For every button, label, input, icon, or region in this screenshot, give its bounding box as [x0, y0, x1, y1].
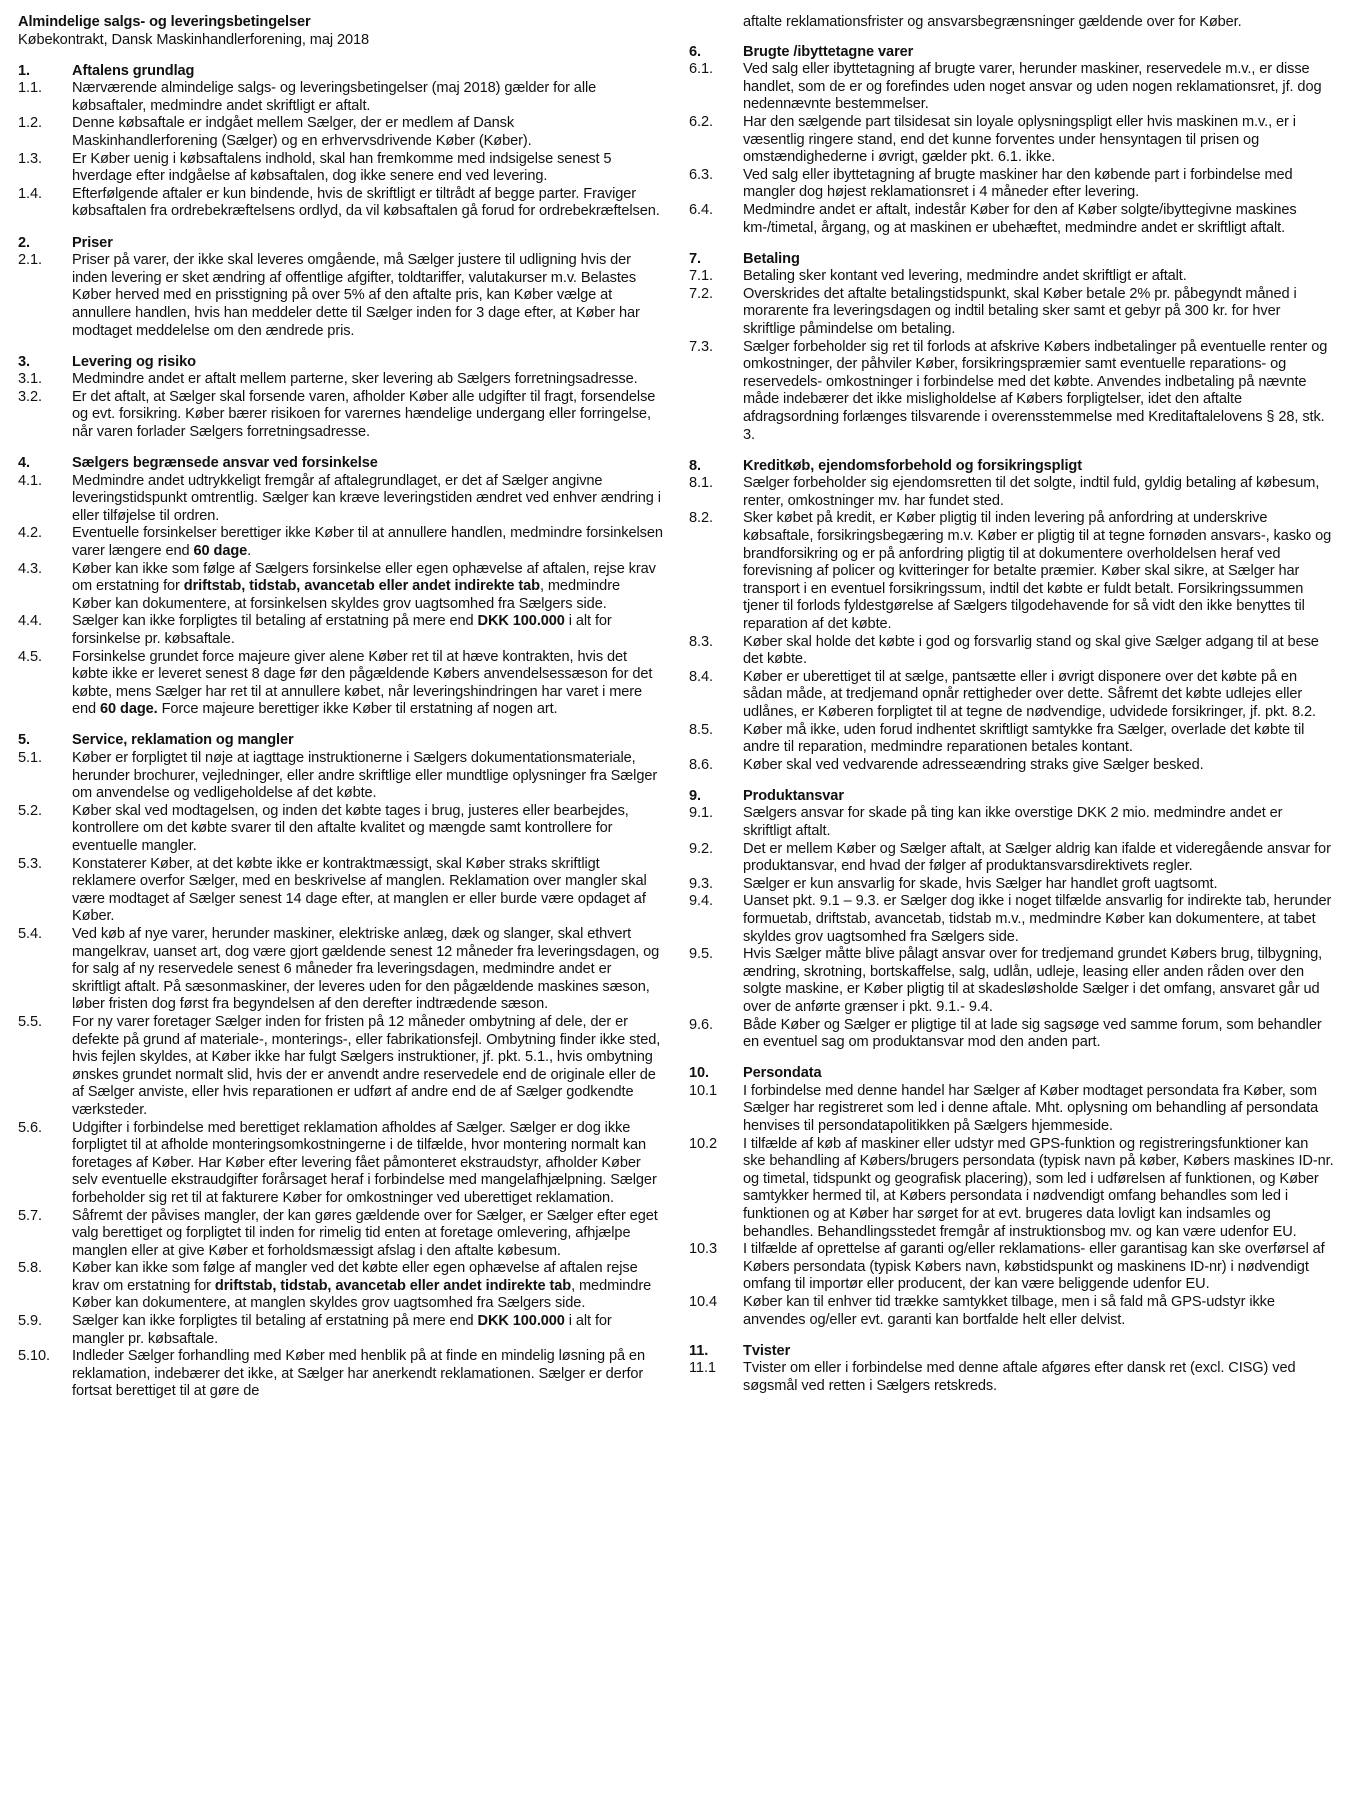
clause-emphasis: driftstab, tidstab, avancetab eller andet indirekte tab: [183, 578, 540, 595]
left-column: [18, 14, 663, 1401]
clause-text: [72, 80, 663, 115]
section-1: [18, 63, 663, 221]
clause-number: 5.3.: [18, 855, 42, 872]
clause-number: 3.2.: [18, 388, 42, 405]
clause-6-3: [689, 167, 1334, 202]
clause-text: [72, 1260, 663, 1313]
section-heading: [689, 458, 1334, 476]
clause-number: 5.10.: [18, 1348, 50, 1365]
clause-text: [72, 856, 663, 926]
clause-text-part: I forbindelse med denne handel har Sælger af Køber modtaget persondata fra Køber, som Sælger har registreret som led i denne aftale. Mht. oplysning om behandling af persondata henvises til persondatapolitikken på Sælgers hjemmeside.: [743, 1082, 1319, 1135]
section-title: Priser: [72, 234, 113, 251]
section-5: [18, 732, 663, 1401]
clause-text: [743, 946, 1334, 1016]
clause-text: [743, 1017, 1334, 1052]
section-heading: [689, 1065, 1334, 1083]
clause-text-part: Sælger forbeholder sig ejendomsretten til det solgte, indtil fuld, gyldig betaling af købesum, renter, omkostninger mv. har fundet sted.: [743, 475, 1320, 509]
clause-text: [72, 389, 663, 442]
clause-text: [72, 649, 663, 719]
clause-number: 4.1.: [18, 472, 42, 489]
section-title: Kreditkøb, ejendomsforbehold og forsikringspligt: [743, 457, 1082, 474]
section-2: [18, 235, 663, 341]
clause-number: 9.3.: [689, 875, 713, 892]
clause-text-part: Sælger kan ikke forpligtes til betaling af erstatning på mere end: [72, 613, 478, 630]
clause-number: 1.2.: [18, 115, 42, 132]
clause-text-part: Eventuelle forsinkelser berettiger ikke Køber til at annullere handlen, medmindre forsinkelsen varer længere end: [72, 525, 663, 560]
section-title: Service, reklamation og mangler: [72, 732, 294, 749]
clause-7-1: [689, 268, 1334, 286]
clause-text: [743, 202, 1334, 237]
clause-8-6: [689, 757, 1334, 775]
clause-number: 6.1.: [689, 61, 713, 78]
clause-text: [743, 1083, 1334, 1136]
clause-text-part: Køber kan ikke som følge af Sælgers forsinkelse eller egen ophævelse af aftalen, rejse krav om erstatning for: [72, 560, 656, 595]
clause-text-tail: i alt for mangler pr. købsaftale.: [72, 1313, 612, 1347]
clause-number: 6.3.: [689, 166, 713, 183]
clause-text-part: Det er mellem Køber og Sælger aftalt, at Sælger aldrig kan ifalde et videregående ansvar for produktansvar, end hvad der følger af produktansvarsdirektivets regler.: [743, 840, 1331, 875]
clause-emphasis: driftstab, tidstab, avancetab eller andet indirekte tab: [214, 1277, 572, 1294]
clause-9-5: [689, 946, 1334, 1016]
document-title: Almindelige salgs- og leveringsbetingelser: [18, 14, 311, 30]
clause-text-part: Denne købsaftale er indgået mellem Sælger, der er medlem af Dansk Maskinhandlerforening (Sælger) og en erhvervsdrivende Køber (Køber).: [72, 115, 532, 150]
clause-number: 9.6.: [689, 1016, 713, 1033]
clause-text: [72, 151, 663, 186]
section-number: 10.: [689, 1065, 709, 1082]
clause-text: [72, 561, 663, 614]
clause-4-5: [18, 649, 663, 719]
clause-1-2: [18, 115, 663, 150]
clause-number: 7.2.: [689, 285, 713, 302]
clause-number: 7.1.: [689, 268, 713, 285]
section-title: Betaling: [743, 250, 800, 267]
clause-number: 2.1.: [18, 252, 42, 269]
clause-text: [743, 1294, 1334, 1329]
clause-text-part: Køber skal ved vedvarende adresseændring straks give Sælger besked.: [743, 756, 1204, 773]
clause-text-part: Køber er forpligtet til nøje at iagttage instruktionerne i Sælgers dokumentationsmateriale, herunder brochurer, vejledninger, eller andre skriftlige eller mundtlige oplysninger fra Sælger om anvendelse og vedligeholdelse af det købte.: [72, 750, 658, 802]
clause-text: [743, 475, 1334, 510]
section-3: [18, 354, 663, 442]
clause-number: 4.2.: [18, 525, 42, 542]
clause-5-10: [18, 1348, 663, 1401]
clause-6-1: [689, 61, 1334, 114]
clause-text-part: I tilfælde af oprettelse af garanti og/eller reklamations- eller garantisag kan ske overførsel af Købers persondata (typisk Købers navn, købstidspunkt og maskinens ID-nr) i nødvendigt omfang til importør eller producent, der kan være beliggende udenfor EU.: [743, 1241, 1325, 1293]
clause-text: [72, 1120, 663, 1208]
clause-text: [743, 669, 1334, 722]
clause-5-4: [18, 926, 663, 1014]
clause-5-2: [18, 803, 663, 856]
clause-text: [72, 525, 663, 560]
clause-3-1: [18, 371, 663, 389]
clause-number: 6.4.: [689, 201, 713, 218]
clause-text: [72, 473, 663, 526]
clause-text: [72, 926, 663, 1014]
clause-5-3: [18, 856, 663, 926]
clause-number: 1.1.: [18, 80, 42, 97]
section-heading: [18, 235, 663, 253]
clause-text: [72, 1348, 663, 1401]
clause-emphasis: 60 dage.: [100, 701, 158, 718]
clause-text-tail: .: [247, 543, 252, 560]
section-title: Sælgers begrænsede ansvar ved forsinkelse: [72, 455, 378, 472]
clause-text-part: Køber kan til enhver tid trække samtykket tilbage, men i så fald må GPS-udstyr ikke anvendes og/eller evt. garanti kan bortfalde helt eller delvist.: [743, 1293, 1275, 1328]
clause-number: 5.7.: [18, 1207, 42, 1224]
clause-text-part: For ny varer foretager Sælger inden for fristen på 12 måneder ombytning af dele, der er defekte på grund af materiale-, monterings-, eller fabrikationsfejl. Ombytning finder ikke sted, hvis fejlen skyldes, at Køber ikke har fulgt Sælgers instruktioner, jf. pkt. 5.1., hvis ombytning ønskes grundet normalt slid, hvis der er anvendt andre reservedele end de originale eller de af Sælger anviste, eller hvis reparationen er udført af andre end de af Sælger godkendte værksteder.: [72, 1013, 661, 1118]
clause-8-4: [689, 669, 1334, 722]
clause-text-part: Indleder Sælger forhandling med Køber med henblik på at finde en mindelig løsning på en reklamation, indebærer det ikke, at Sælger har anerkendt reklamationen. Sælger er derfor fortsat berettiget til at gøre de: [72, 1348, 645, 1400]
clause-text: [743, 286, 1334, 339]
section-heading: [689, 788, 1334, 806]
clause-text-part: Ved køb af nye varer, herunder maskiner, elektriske anlæg, dæk og slanger, skal ethvert mangelkrav, uanset art, dog være gjort gældende senest 12 måneder fra leveringsdagen, og for salg af ny reservedele senest 6 måneder fra leveringsdagen, medmindre andet er skriftligt aftalt. På sæsonmaskiner, der leveres uden for den pågældende maskines sæson, løber fristen dog først fra begyndelsen af den derefter indtrædende sæson.: [72, 926, 660, 1013]
clause-7-3: [689, 339, 1334, 445]
clause-text-part: Nærværende almindelige salgs- og leveringsbetingelser (maj 2018) gælder for alle købsaftaler, medmindre andet skriftligt er aftalt.: [72, 80, 597, 114]
clause-5-9: [18, 1313, 663, 1348]
clause-number: 4.5.: [18, 648, 42, 665]
section-title: Persondata: [743, 1065, 822, 1082]
clause-4-4: [18, 613, 663, 648]
clause-number: 5.1.: [18, 750, 42, 767]
clause-text-part: Køber må ikke, uden forud indhentet skriftligt samtykke fra Sælger, overlade det købte til andre til reparation, medmindre reparationen betales kontant.: [743, 721, 1305, 756]
clause-6-2: [689, 114, 1334, 167]
clause-6-4: [689, 202, 1334, 237]
clause-number: 5.4.: [18, 926, 42, 942]
section-number: 7.: [689, 250, 701, 267]
clause-2-1: [18, 252, 663, 340]
clause-9-2: [689, 841, 1334, 876]
clause-4-1: [18, 473, 663, 526]
clause-text-tail: i alt for forsinkelse pr. købsaftale.: [72, 613, 612, 647]
clause-8-1: [689, 475, 1334, 510]
clause-text: [72, 186, 663, 221]
clause-number: 4.4.: [18, 613, 42, 630]
clause-number: 8.5.: [689, 721, 713, 738]
clause-text-tail: , medmindre Køber kan dokumentere, at manglen skyldes grov uagtsomhed fra Sælgers side.: [72, 1277, 652, 1312]
section-11: [689, 1343, 1334, 1396]
clause-5-7: [18, 1208, 663, 1261]
clause-text: [743, 339, 1334, 445]
clause-number: 9.5.: [689, 946, 713, 963]
clause-text-tail: , medmindre Køber kan dokumentere, at forsinkelsen skyldes grov uagtsomhed fra Sælgers side.: [72, 578, 620, 612]
clause-8-3: [689, 634, 1334, 669]
clause-text: [72, 1014, 663, 1120]
clause-text-part: Sker købet på kredit, er Køber pligtig til inden levering på anfordring at underskrive købsaftale, forsikringsbegæring m.v. Køber er pligtig til at tegne fornøden ansvars-, kasko og brandforsikring og er på anfordring pligtig til at dokumentere overholdelsen heraf ved forevisning af policer og kvitteringer for betalte præmier. Køber skal sikre, at Sælger har transport i en eventuel forsikringssum, indtil det købte er fuldt betalt. Forsikringssummen tjener til forlods fyldestgørelse af Sælgers tilgodehavende for så vidt den ikke benyttes til reparation af det købte.: [743, 510, 1332, 632]
section-title: Produktansvar: [743, 787, 844, 804]
clause-number: 10.4: [689, 1293, 718, 1310]
clause-text: [743, 722, 1334, 757]
clause-number: 8.3.: [689, 633, 713, 650]
clause-text-part: Såfremt der påvises mangler, der kan gøres gældende over for Sælger, er Sælger efter eget valg berettiget og forpligtet til inden for rimelig tid enten at foretage omlevering, afhjælpe manglen eller at give Køber et forholdsmæssigt afslag i den aftalte købesum.: [72, 1207, 658, 1259]
section-heading: [18, 63, 663, 81]
section-number: 6.: [689, 43, 701, 60]
left-sections: [18, 63, 663, 1401]
clause-5-5: [18, 1014, 663, 1120]
clause-7-2: [689, 286, 1334, 339]
clause-text-part: Køber skal ved modtagelsen, og inden det købte tages i brug, justeres eller bearbejdes, kontrollere om det købte svarer til den aftalte kvalitet og mængde samt kontrollere for eventuelle mangler.: [72, 802, 629, 855]
clause-text-part: Medmindre andet er aftalt mellem parterne, sker levering ab Sælgers forretningsadresse.: [72, 371, 638, 388]
clause-text-part: Ved salg eller ibyttetagning af brugte maskiner har den købende part i forbindelse med mangler dog højest reklamationsret i 4 måneder efter levering.: [743, 166, 1293, 201]
clause-text: [743, 114, 1334, 167]
clause-number: 9.4.: [689, 893, 713, 910]
clause-text: [72, 252, 663, 340]
clause-text-part: Køber skal holde det købte i god og forsvarlig stand og skal give Sælger adgang til at bese det købte.: [743, 633, 1319, 668]
clause-number: 6.2.: [689, 113, 713, 130]
clause-text: [743, 893, 1334, 946]
clause-number: 8.6.: [689, 756, 713, 773]
clause-text: [743, 805, 1334, 840]
clause-number: 10.2: [689, 1135, 718, 1152]
section-heading: [689, 1343, 1334, 1361]
clause-text-part: Medmindre andet udtrykkeligt fremgår af aftalegrundlaget, er det af Sælger angivne leveringstidspunkt omtrentlig. Sælger kan kræve leveringstiden ændret ved enhver ændring i eller tilføjelse til ordren.: [72, 472, 661, 524]
clause-9-4: [689, 893, 1334, 946]
section-heading: [18, 354, 663, 372]
clause-text: [72, 115, 663, 150]
clause-number: 8.2.: [689, 510, 713, 527]
clause-text: [72, 803, 663, 856]
clause-text: [743, 268, 1334, 286]
clause-text: [72, 1208, 663, 1261]
section-4: [18, 455, 663, 719]
clause-number: 5.9.: [18, 1313, 42, 1330]
clause-text: [743, 61, 1334, 114]
clause-8-2: [689, 510, 1334, 633]
clause-number: 5.8.: [18, 1260, 42, 1277]
section-number: 3.: [18, 353, 30, 370]
section-number: 1.: [18, 62, 30, 79]
clause-1-1: [18, 80, 663, 115]
clause-text-part: Efterfølgende aftaler er kun bindende, hvis de skriftligt er tiltrådt af begge parter. Fraviger købsaftalen fra ordrebekræftelsens ordlyd, da vil købsaftalen gå forud for ordrebekræftelsen.: [72, 185, 660, 220]
clause-number: 10.3: [689, 1241, 718, 1258]
clause-11-1: [689, 1360, 1334, 1395]
section-number: 2.: [18, 234, 30, 251]
clause-number: 11.1: [689, 1360, 716, 1377]
clause-5-6: [18, 1120, 663, 1208]
clause-text-part: Er det aftalt, at Sælger skal forsende varen, afholder Køber alle udgifter til fragt, forsendelse og evt. forsikring. Køber bærer risikoen for varernes hændelige undergang eller forringelse, når varen forlader Sælgers forretningsadresse.: [72, 388, 656, 440]
section-9: [689, 788, 1334, 1052]
clause-text-part: Konstaterer Køber, at det købte ikke er kontraktmæssigt, skal Køber straks skriftligt reklamere overfor Sælger, med en beskrivelse af manglen. Reklamation over mangler skal være modtaget af Sælger senest 14 dage efter, at manglen er eller burde være opdaget af Køber.: [72, 855, 647, 925]
clause-text: [743, 841, 1334, 876]
clause-text-part: Køber er uberettiget til at sælge, pantsætte eller i øvrigt disponere over det købte på en sådan måde, at tredjemand opnår rettigheder over dette. Såfremt det købte udlejes eller udlånes, er Køberen forpligtet til at tegne de nødvendige, udvidede forsikringer, jf. pkt. 8.2.: [743, 668, 1316, 720]
clause-number: 1.3.: [18, 150, 42, 167]
clause-number: 9.2.: [689, 840, 713, 857]
clause-number: 7.3.: [689, 338, 713, 355]
clause-5-8: [18, 1260, 663, 1313]
section-number: 4.: [18, 455, 30, 472]
clause-8-5: [689, 722, 1334, 757]
clause-4-2: [18, 525, 663, 560]
clause-emphasis: DKK 100.000: [477, 1313, 565, 1330]
clause-text: [72, 1313, 663, 1348]
right-sections: [689, 44, 1334, 1396]
clause-9-3: [689, 876, 1334, 894]
section-title: Aftalens grundlag: [72, 62, 195, 79]
clause-text-part: Sælger forbeholder sig ret til forlods at afskrive Købers indbetalinger på eventuelle renter og omkostninger, der påhviler Køber, forsikringspræmier samt eventuelle reparations- og reservedels- omkostninger i forbindelse med det købte. Anvendes indbetaling på nævnte måde indebærer det ikke misligholdelse af Købers forpligtelser, idet den aftalte afdragsordning forlænges tilsvarende i overensstemmelse med Kreditaftalelovens § 28, stk. 3.: [743, 338, 1328, 443]
clause-10-4: [689, 1294, 1334, 1329]
clause-1-4: [18, 186, 663, 221]
clause-text-part: Priser på varer, der ikke skal leveres omgående, må Sælger justere til udligning hvis der inden levering er sket ændring af offentlige afgifter, toldtariffer, valutakurser m.v. Belastes Køber herved med en prisstigning på over 5% af den aftalte pris, kan Køber vælge at annullere handlen, hvis han meddeler dette til Sælger inden for 3 dage efter, at Køber har modtaget meddelelse om den ændrede pris.: [72, 252, 640, 339]
section-number: 11.: [689, 1342, 709, 1359]
clause-text: [72, 613, 663, 648]
clause-text-part: Sælger kan ikke forpligtes til betaling af erstatning på mere end: [72, 1313, 478, 1330]
section-number: 9.: [689, 787, 701, 804]
clause-10-1: [689, 1083, 1334, 1136]
clause-10-2: [689, 1136, 1334, 1242]
two-column-layout: [18, 14, 1334, 1401]
section-heading: [689, 44, 1334, 62]
clause-text-part: Betaling sker kontant ved levering, medmindre andet skriftligt er aftalt.: [743, 268, 1187, 285]
section-title: Brugte /ibyttetagne varer: [743, 43, 914, 60]
clause-number: 5.5.: [18, 1013, 42, 1030]
clause-text: [72, 750, 663, 803]
clause-number: 10.1: [689, 1082, 718, 1099]
clause-text-part: Overskrides det aftalte betalingstidspunkt, skal Køber betale 2% pr. påbegyndt måned i morarente fra leveringsdagen og indtil betaling sker samt et gebyr på 300 kr. for hver skriftlige påmindelse om betaling.: [743, 285, 1297, 337]
clause-number: 5.6.: [18, 1119, 42, 1136]
section-number: 5.: [18, 732, 30, 749]
clause-text-part: Forsinkelse grundet force majeure giver alene Køber ret til at hæve kontrakten, hvis det købte ikke er leveret senest 8 dage før den pågældende Købers anvendelsessæson for det købte, mens Sælger har ret til at annullere købet, når leveringshindringen har varet i mere end: [72, 648, 653, 718]
section-8: [689, 458, 1334, 775]
clause-text: [743, 167, 1334, 202]
clause-text-part: Hvis Sælger måtte blive pålagt ansvar over for tredjemand grundet Købers brug, tilbygning, ændring, skrotning, bortskaffelse, salg, udlån, udleje, leasing eller anden råden over den solgte maskine, er Køber pligtig til at skadesløsholde Sælger i det omfang, ansvaret går ud over de anførte grænser i pkt. 9.1.- 9.4.: [743, 946, 1323, 1015]
section-title: Tvister: [743, 1342, 791, 1359]
clause-text-part: Har den sælgende part tilsidesat sin loyale oplysningspligt eller hvis maskinen m.v., er i væsentlig ringere stand, end det kunne forventes under hensyntagen til prisen og omstændighederne i øvrigt, gælder pkt. 6.1. ikke.: [743, 113, 1296, 166]
clause-emphasis: DKK 100.000: [477, 613, 565, 630]
document-subtitle: Købekontrakt, Dansk Maskinhandlerforening, maj 2018: [18, 31, 370, 48]
clause-text: [743, 757, 1334, 775]
clause-text-part: Udgifter i forbindelse med berettiget reklamation afholdes af Sælger. Sælger er dog ikke forpligtet til at afholde monteringsomkostningerne i de tilfælde, hvor montering normalt kan foretages af Køber. Har Køber efter levering fået påmonteret ekstraudstyr, afholder Køber selv eventuelle ekstraudgifter forårsaget heraf i forbindelse med mangelafhjælpning. Sælger forbeholder sig ret til at fakturere Køber for omkostninger ved uberettiget reklamation.: [72, 1119, 657, 1206]
clause-text-part: Medmindre andet er aftalt, indestår Køber for den af Køber solgte/ibyttegivne maskines km-/timetal, årgang, og at maskinen er ubehæftet, medmindre andet er skriftligt aftalt.: [743, 201, 1297, 236]
clause-text: [743, 1360, 1334, 1395]
section-7: [689, 251, 1334, 445]
clause-number: 3.1.: [18, 371, 42, 388]
clause-text-part: Er Køber uenig i købsaftalens indhold, skal han fremkomme med indsigelse senest 5 hverdage efter indgåelse af købsaftalen, dog ikke senere end ved levering.: [72, 150, 612, 185]
clause-number: 5.2.: [18, 802, 42, 819]
section-heading: [689, 251, 1334, 269]
clause-emphasis: 60 dage: [193, 543, 248, 560]
clause-number: 8.4.: [689, 668, 713, 685]
clause-text: [72, 371, 663, 389]
clause-text: [743, 510, 1334, 633]
right-column: [689, 14, 1334, 1401]
clause-text-part: Tvister om eller i forbindelse med denne aftale afgøres efter dansk ret (excl. CISG) ved søgsmål ved retten i Sælgers retskreds.: [743, 1360, 1296, 1394]
clause-text-part: Sælgers ansvar for skade på ting kan ikke overstige DKK 2 mio. medmindre andet er skriftligt aftalt.: [743, 805, 1283, 840]
clause-text-part: I tilfælde af køb af maskiner eller udstyr med GPS-funktion og registreringsfunktioner kan ske behandling af Købers/brugers persondata (typisk navn på køber, Købers maskines ID-nr. og timetal, tidspunkt og geografisk placering), som led i udførelsen af funktionen, og Køber samtykker hermed til, at Købers persondata i nødvendigt omfang behandles som led i funktionen og at Køber har sørget for at evt. brugeres data lovligt kan indsamles og behandles. Behandlingsstedet fremgår af instruktionsbog mv. og kan være udenfor EU.: [743, 1135, 1334, 1240]
clause-text-part: Køber kan ikke som følge af mangler ved det købte eller egen ophævelse af aftalen rejse krav om erstatning for: [72, 1260, 638, 1294]
clause-3-2: [18, 389, 663, 442]
clause-number: 4.3.: [18, 560, 42, 577]
clause-text: [743, 876, 1334, 894]
clause-text-part: Ved salg eller ibyttetagning af brugte varer, herunder maskiner, reservedele m.v., er disse handlet, som de er og forefindes uden noget ansvar og uden nogen reklamationsret, jf. dog nedennævnte bestemmelser.: [743, 61, 1322, 113]
section-title: Levering og risiko: [72, 353, 196, 370]
section-heading: [18, 732, 663, 750]
clause-text: [743, 1241, 1334, 1294]
clause-4-3: [18, 561, 663, 614]
clause-text-part: Både Køber og Sælger er pligtige til at lade sig sagsøge ved samme forum, som behandler en eventuel sag om produktansvar mod den anden part.: [743, 1016, 1322, 1051]
clause-number: 9.1.: [689, 805, 713, 822]
section-heading: [18, 455, 663, 473]
clause-text: [743, 634, 1334, 669]
section-6: [689, 44, 1334, 238]
clause-5-1: [18, 750, 663, 803]
clause-text-tail: Force majeure berettiger ikke Køber til erstatning af nogen art.: [157, 701, 558, 718]
continued-paragraph: aftalte reklamationsfrister og ansvarsbegrænsninger gældende over for Køber.: [743, 14, 1242, 30]
clause-10-3: [689, 1241, 1334, 1294]
clause-text-part: Uanset pkt. 9.1 – 9.3. er Sælger dog ikke i noget tilfælde ansvarlig for indirekte tab, herunder formuetab, driftstab, avancetab, tidstab m.v., medmindre Køber kan dokumentere, at tabet skyldes grov uagtsomhed fra Sælgers side.: [743, 893, 1332, 945]
clause-number: 1.4.: [18, 185, 42, 202]
section-10: [689, 1065, 1334, 1329]
clause-number: 8.1.: [689, 475, 713, 492]
section-number: 8.: [689, 457, 701, 474]
clause-1-3: [18, 151, 663, 186]
clause-9-1: [689, 805, 1334, 840]
clause-text-part: Sælger er kun ansvarlig for skade, hvis Sælger har handlet groft uagtsomt.: [743, 875, 1218, 892]
clause-text: [743, 1136, 1334, 1242]
clause-9-6: [689, 1017, 1334, 1052]
